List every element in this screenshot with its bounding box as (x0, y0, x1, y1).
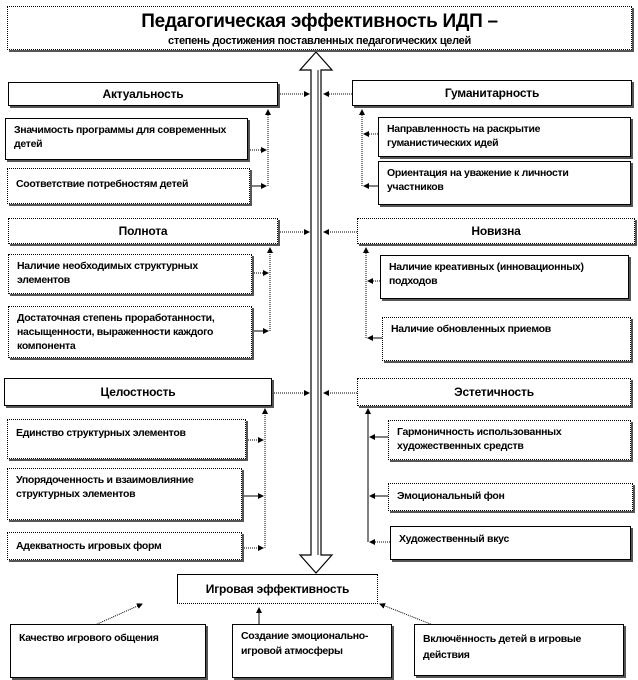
header-label: Целостность (100, 385, 176, 399)
criterion-item (5, 118, 248, 160)
item-label: Гармоничность использованных художественных средств (397, 426, 562, 452)
criterion-header-completeness (8, 218, 278, 244)
criterion-header-relevance (8, 82, 278, 106)
criterion-item (8, 306, 252, 358)
header-label: Игровая эффективность (205, 582, 350, 596)
item-label: Наличие обновленных приемов (391, 323, 551, 335)
item-label: Значимость программы для современных детей (14, 124, 227, 150)
criterion-header-integrity (4, 378, 272, 406)
item-label: Включённость детей в игровые действия (423, 633, 582, 661)
criterion-item (7, 468, 242, 520)
criterion-item (378, 117, 631, 157)
item-label: Направленность на раскрытие гуманистических идей (387, 123, 541, 149)
criterion-item (378, 161, 631, 205)
game-item (232, 624, 392, 678)
header-label: Эстетичность (454, 385, 534, 399)
title-box (7, 6, 632, 50)
item-label: Соответствие потребностям детей (16, 178, 189, 190)
item-label: Ориентация на уважение к личности участников (387, 167, 569, 193)
header-label: Полнота (118, 224, 168, 238)
criterion-item (388, 483, 633, 511)
page-title: Педагогическая эффективность ИДП – (141, 11, 498, 32)
criterion-item (380, 255, 629, 299)
item-label: Адекватность игровых форм (16, 540, 162, 552)
criterion-header-humanity (352, 80, 632, 106)
item-label: Достаточная степень проработанности, насыщенности, выраженности каждого компонента (17, 312, 215, 352)
criterion-item (7, 168, 250, 204)
double-arrow-icon (300, 52, 332, 573)
criterion-item (7, 532, 242, 560)
criterion-item (8, 254, 252, 294)
item-label: Качество игрового общения (19, 632, 159, 644)
criterion-item (382, 317, 631, 361)
criterion-header-aesthetics (357, 378, 631, 406)
criterion-item (390, 526, 631, 560)
game-item (10, 624, 206, 678)
item-label: Наличие креативных (инновационных) подходов (389, 261, 584, 287)
header-label: Новизна (471, 224, 521, 238)
page-subtitle: степень достижения поставленных педагогических целей (168, 35, 471, 47)
item-label: Создание эмоционально-игровой атмосферы (241, 630, 369, 657)
criterion-item (388, 420, 631, 460)
item-label: Художественный вкус (399, 533, 509, 545)
item-label: Упорядоченность и взаимовлияние структурных элементов (16, 474, 194, 500)
item-label: Эмоциональный фон (397, 490, 505, 502)
item-label: Наличие необходимых структурных элементов (17, 260, 198, 286)
game-item (414, 624, 624, 676)
header-label: Актуальность (102, 87, 184, 101)
game-effectiveness-header (177, 574, 378, 604)
criterion-header-novelty (357, 218, 635, 244)
item-label: Единство структурных элементов (16, 427, 186, 439)
header-label: Гуманитарность (444, 86, 540, 100)
criterion-item (7, 419, 246, 459)
